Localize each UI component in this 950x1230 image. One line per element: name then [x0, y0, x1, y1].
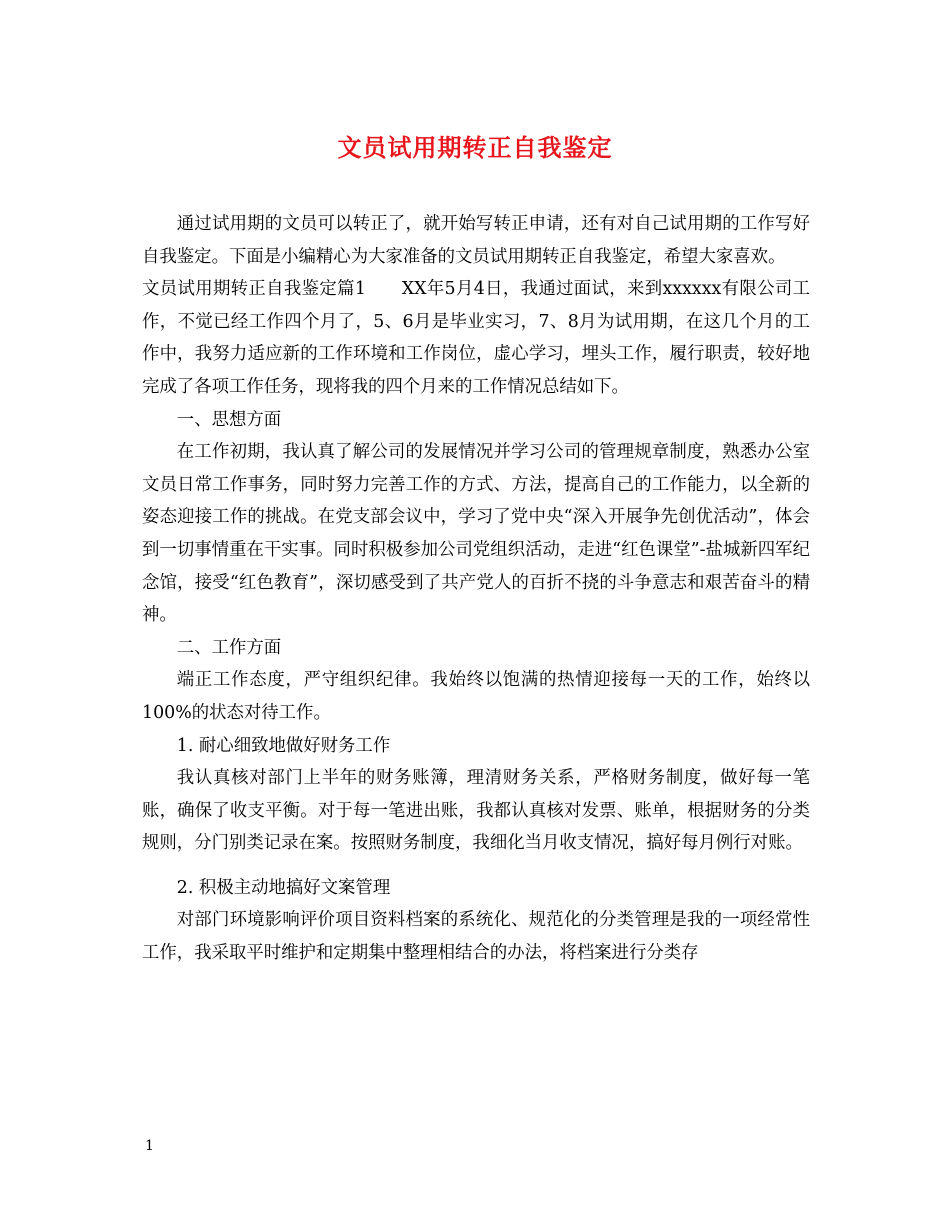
heading-work: 二、工作方面 — [176, 637, 282, 658]
paragraph-work-attitude: 端正工作态度，严守组织纪律。我始终以饱满的热情迎接每一天的工作，始终以100%的状态对待工作。 — [142, 670, 810, 723]
heading-finance: 1. 耐心细致地做好财务工作 — [176, 735, 391, 756]
paragraph-section-1-opening: 文员试用期转正自我鉴定篇1 XX年5月4日，我通过面试，来到xxxxxx有限公司工作，不觉已经工作四个月了，5、6月是毕业实习，7、8月为试用期，在这几个月的工作中，我努力适应新的工作环境和工作岗位，虚心学习，埋头工作，履行职责，较好地完成了各项工作任务，现将我的四个月来的工作情况总结如下。 — [142, 279, 810, 397]
paragraph-intro: 通过试用期的文员可以转正了，就开始写转正申请，还有对自己试用期的工作写好自我鉴定。下面是小编精心为大家准备的文员试用期转正自我鉴定，希望大家喜欢。 — [142, 214, 810, 267]
heading-documents: 2. 积极主动地搞好文案管理 — [176, 877, 391, 898]
paragraph-finance: 我认真核对部门上半年的财务账簿，理清财务关系，严格财务制度，做好每一笔账，确保了收支平衡。对于每一笔进出账，我都认真核对发票、账单，根据财务的分类规则，分门别类记录在案。按照财务制度，我细化当月收支情况，搞好每月例行对账。 — [142, 768, 810, 854]
document-body — [142, 208, 810, 970]
heading-ideology: 一、思想方面 — [176, 409, 282, 430]
paragraph-documents: 对部门环境影响评价项目资料档案的系统化、规范化的分类管理是我的一项经常性工作，我采取平时维护和定期集中整理相结合的办法，将档案进行分类存 — [142, 910, 810, 964]
paragraph-ideology: 在工作初期，我认真了解公司的发展情况并学习公司的管理规章制度，熟悉办公室文员日常工作事务，同时努力完善工作的方式、方法，提高自己的工作能力，以全新的姿态迎接工作的挑战。在党支部会议中，学习了党中央“深入开展争先创优活动”，体会到一切事情重在干实事。同时积极参加公司党组织活动，走进“红色课堂”-盐城新四军纪念馆，接受“红色教育”，深切感受到了共产党人的百折不挠的斗争意志和艰苦奋斗的精神。 — [142, 442, 810, 626]
page-number: 1 — [145, 1138, 154, 1154]
document-title: 文员试用期转正自我鉴定 — [337, 134, 613, 162]
